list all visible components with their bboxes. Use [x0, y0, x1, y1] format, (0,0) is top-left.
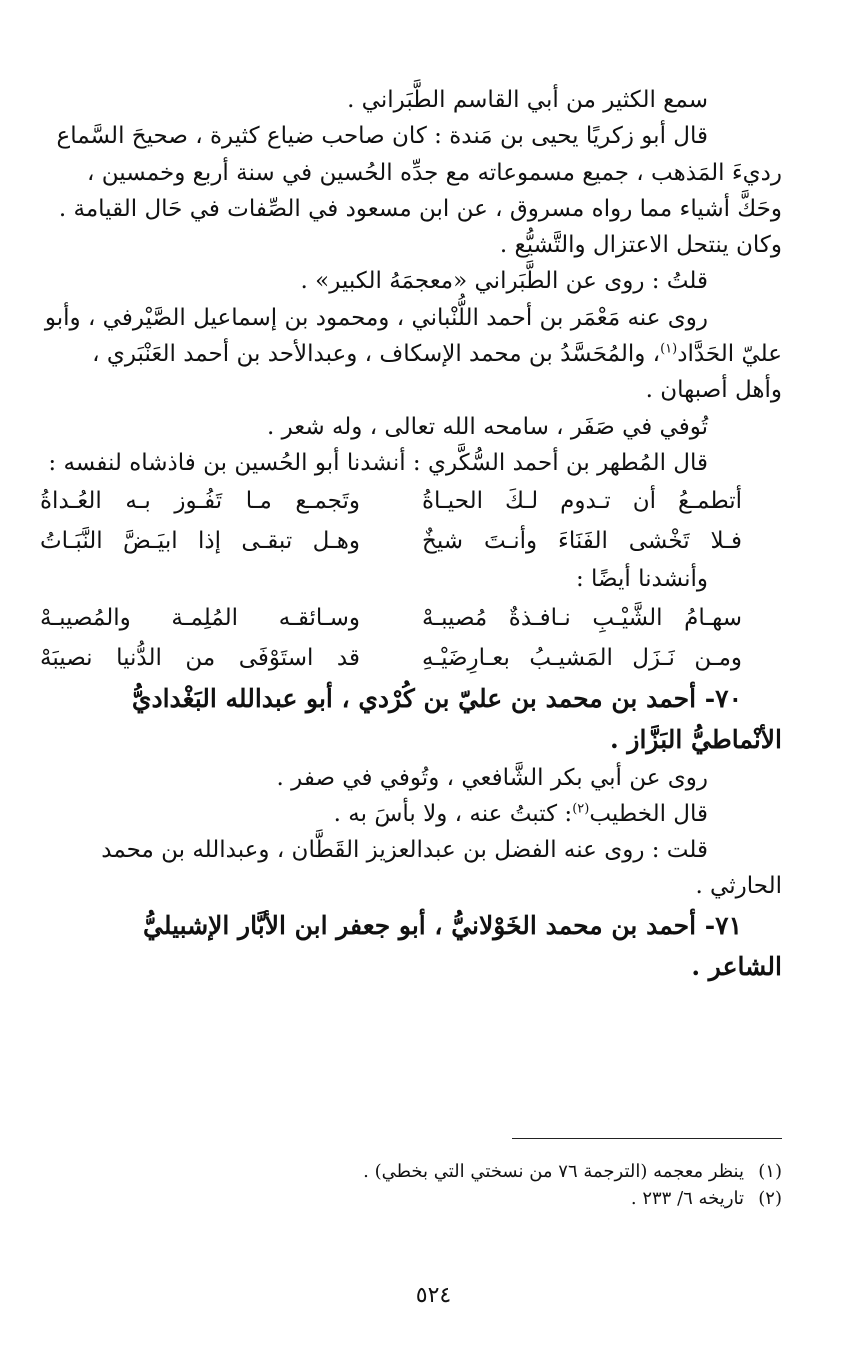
text-line: قلت : روى عنه الفضل بن عبدالعزيز القَطَّان ، وعبدالله بن محمد: [101, 837, 708, 864]
verse-line: [40, 481, 782, 521]
text-segment: ، والمُحَسَّدُ بن محمد الإسكاف ، وعبدالأحد بن أحمد العَنْبَري ،: [92, 341, 661, 368]
page-number: ٥٢٤: [415, 1283, 452, 1308]
verse-first-hemistich: أتطمـعُ أن تـدوم لـكَ الحيـاةُ: [422, 488, 742, 515]
footnote: [40, 1185, 782, 1212]
text-line: وحَكَّ أشياء مما رواه مسروق ، عن ابن مسعود في الصِّفات في حَال القيامة .: [58, 195, 782, 222]
text-line: تُوفي في صَفَر ، سامحه الله تعالى ، وله شعر .: [266, 413, 708, 440]
entry-heading-continuation: الشاعر .: [691, 951, 782, 981]
entry-heading: ٧١- أحمد بن محمد الخَوْلانيُّ ، أبو جعفر ابن الأبَّار الإشبيليُّ: [143, 910, 742, 940]
text-line: قال أبو زكريًا يحيى بن مَندة : كان صاحب ضياع كثيرة ، صحيحَ السَّماع: [56, 123, 708, 150]
text-line: سمع الكثير من أبي القاسم الطَّبَراني .: [347, 87, 708, 113]
footnote-number: (٢): [758, 1188, 782, 1209]
text-line: وأهل أصبهان .: [645, 377, 782, 404]
footnote: [40, 1158, 782, 1185]
text-line: [40, 336, 782, 372]
footnote-text: تاريخه ٦/ ٢٣٣ .: [630, 1188, 744, 1209]
verse-first-hemistich: فـلا تَخْشى الفَنَاءَ وأنـتَ شيخٌ: [422, 528, 742, 555]
footnote-number: (١): [758, 1161, 782, 1182]
text-segment: عليّ الحَدَّاد: [677, 341, 782, 368]
verse-line: [40, 638, 782, 678]
text-line: قال المُطهر بن أحمد السُّكَّري : أنشدنا أبو الحُسين بن فاذشاه لنفسه :: [48, 449, 708, 476]
text-line: روى عنه مَعْمَر بن أحمد اللُّنْباني ، ومحمود بن إسماعيل الصَّيْرفي ، وأبو: [44, 304, 708, 331]
main-text: [40, 82, 782, 987]
verse-first-hemistich: ومـن نَـزَل المَشيـبُ بعـارِضَيْـهِ: [422, 644, 742, 671]
text-line: روى عن أبي بكر الشَّافعي ، وتُوفي في صفر .: [276, 764, 708, 791]
footnote-text: ينظر معجمه (الترجمة ٧٦ من نسختي التي بخطي) .: [363, 1161, 744, 1182]
footnote-separator: [512, 1138, 782, 1139]
verse-second-hemistich: وهـل تبقـى إذا ابيَـضَّ النَّبَـاتُ: [40, 528, 360, 555]
text-line: رديءَ المَذهب ، جميع مسموعاته مع جدِّه الحُسين في سنة أربع وخمسين ،: [87, 159, 782, 186]
footnote-marker: (٢): [572, 801, 590, 817]
entry-heading-continuation: الأنْماطيُّ البَزَّاز .: [610, 724, 782, 754]
text-segment: قال الخطيب: [589, 800, 708, 827]
text-line: وأنشدنا أيضًا :: [575, 566, 708, 593]
entry-heading: ٧٠- أحمد بن محمد بن عليّ بن كُرْدي ، أبو عبدالله البَغْداديُّ: [131, 683, 742, 713]
verse-line: [40, 598, 782, 638]
verse-second-hemistich: قد استَوْفَى من الدُّنيا نصيبَهْ: [40, 644, 360, 671]
text-line: وكان ينتحل الاعتزال والتَّشيُّع .: [499, 232, 782, 259]
text-line: [40, 796, 782, 832]
verse-line: [40, 521, 782, 561]
text-segment: : كتبتُ عنه ، ولا بأسَ به .: [333, 800, 573, 827]
text-line: الحارثي .: [695, 873, 782, 900]
verse-second-hemistich: وتَجمـع مـا تَفُـوز بـه العُـداةُ: [40, 488, 360, 515]
verse-first-hemistich: سهـامُ الشَّيْـبِ نـافـذةٌ مُصيبـهْ: [422, 604, 742, 631]
verse-second-hemistich: وسـائقـه المُلِمـة والمُصيبـهْ: [40, 604, 360, 631]
text-line: قلتُ : روى عن الطَّبَراني «معجمَهُ الكبير» .: [300, 268, 708, 295]
footnotes: [40, 1158, 782, 1212]
footnote-marker: (١): [660, 341, 678, 357]
